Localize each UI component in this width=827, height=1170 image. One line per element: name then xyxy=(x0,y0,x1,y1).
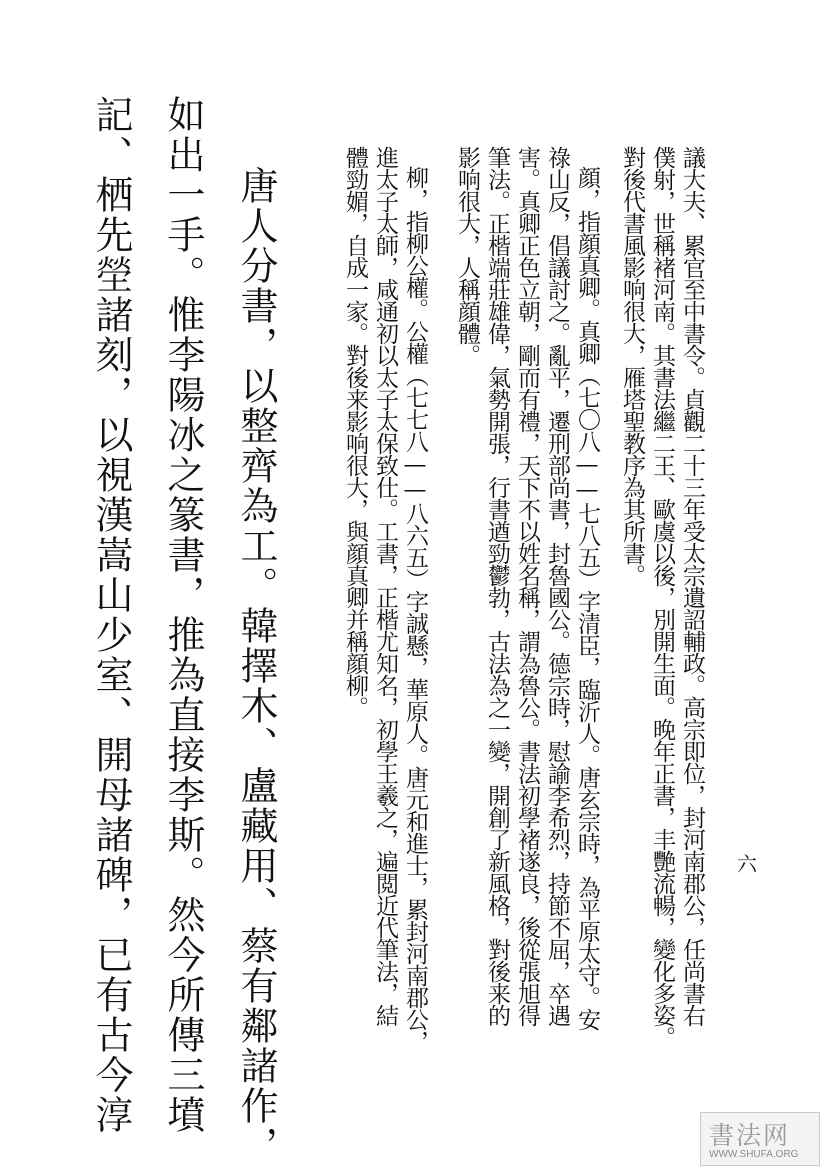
annotation-column: 議大夫、累官至中書令。貞觀二十三年受太宗遺詔輔政。高宗即位，封河南郡公，任尚書右 xyxy=(679,146,705,1026)
main-text-column: 如出一手。惟李陽冰之篆書，推為直接李斯。然今所傳三墳 xyxy=(161,95,205,1135)
watermark-url: WWW.SHUFA.ORG xyxy=(709,1149,799,1160)
annotation-column: 對後代書風影响很大，雁塔聖教序為其所書。 xyxy=(619,146,645,586)
annotation-column: 影响很大，人稱顔體。 xyxy=(454,146,480,366)
annotation-column: 害。真卿正色立朝，剛而有禮，天下不以姓名稱，謂為魯公。書法初學褚遂良，後從張旭得 xyxy=(514,146,540,1026)
annotation-column: 筆法。正楷端莊雄偉，氣勢開張，行書遒勁鬱勃，古法為之一變，開創了新風格，對後来的 xyxy=(484,146,510,1026)
site-watermark xyxy=(700,1112,820,1166)
annotation-column: 僕射，世稱褚河南。其書法繼二王、歐虞以後，別開生面。晚年正書，丰艷流暢，變化多姿。 xyxy=(649,146,675,1048)
main-text-column: 唐人分書，以整齊為工。韓擇木、盧藏用、蔡有鄰諸作， xyxy=(234,166,278,1166)
page-number: 六 xyxy=(737,852,757,876)
annotation-column: 體勁媚，自成一家。對後来影响很大，與顔真卿并稱顔柳。 xyxy=(342,146,368,718)
annotation-column: 顔，指顔真卿。真卿（七〇八——七八五）字清臣，臨沂人。唐玄宗時，為平原太守。安 xyxy=(574,166,600,1030)
annotation-column: 進太子太師，咸通初以太子太保致仕。工書，正楷尤知名，初學王羲之，遍閲近代筆法，結 xyxy=(372,146,398,1026)
watermark-brand: 書法网 xyxy=(709,1121,791,1150)
main-text-column: 記、栖先塋諸刻，以視漢嵩山少室、開母諸碑，已有古今淳 xyxy=(89,95,133,1135)
annotation-column: 柳，指柳公權。公權（七七八——八六五）字誠懸，華原人。唐元和進士，累封河南郡公， xyxy=(402,166,428,1052)
annotation-column: 祿山反，倡議討之。亂平，遷刑部尚書，封魯國公。德宗時，慰諭李希烈，持節不屈，卒遇 xyxy=(544,146,570,1026)
